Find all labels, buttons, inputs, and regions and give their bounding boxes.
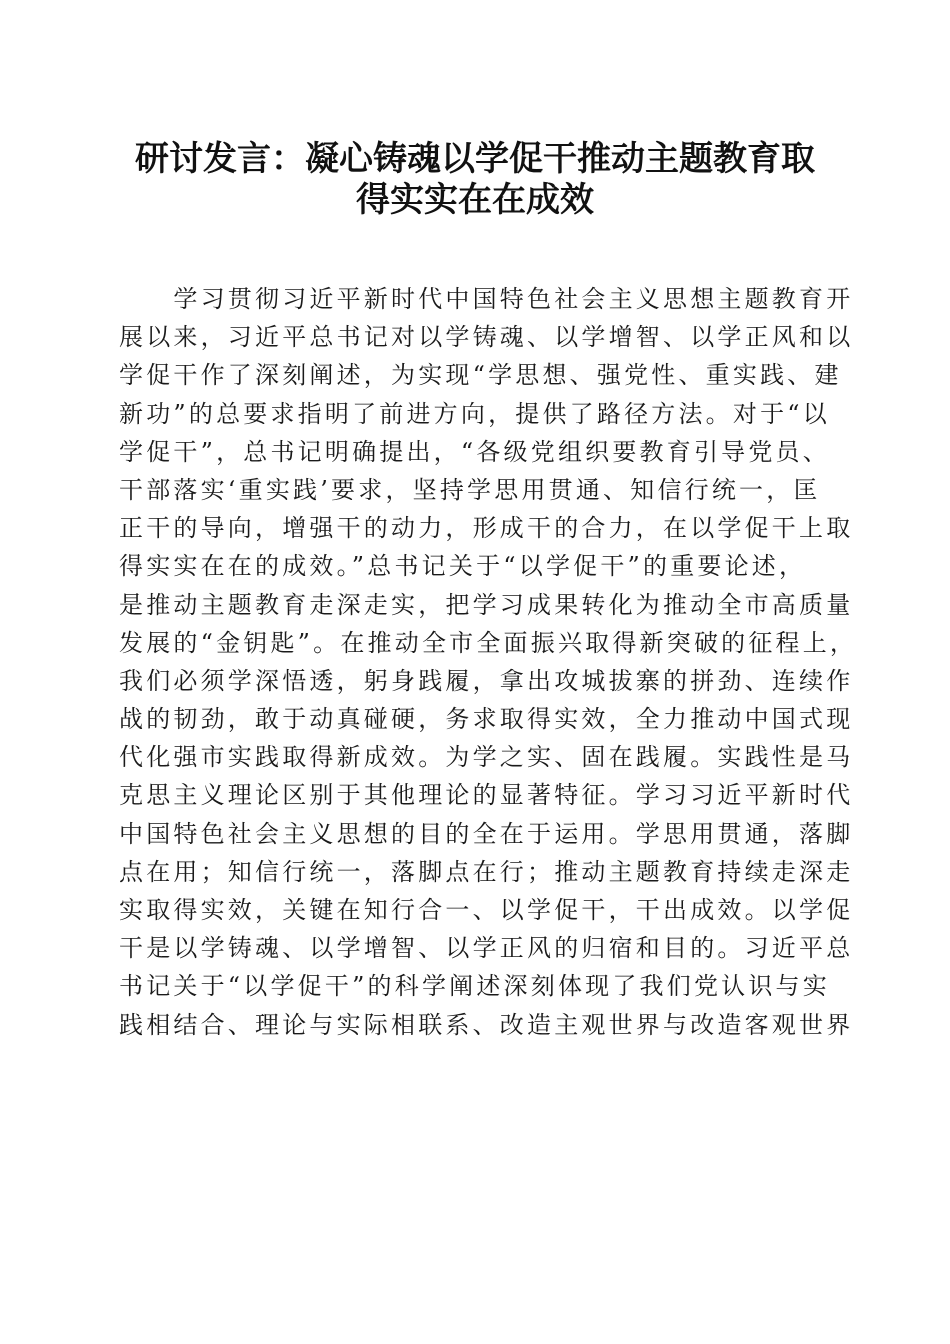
body-line: 干部落实‘重实践’要求，坚持学思用贯通、知信行统一，匡 [119, 475, 821, 504]
body-line: 发展的“金钥匙”。在推动全市全面振兴取得新突破的征程上， [119, 628, 858, 657]
body-line: 学促干”，总书记明确提出，“各级党组织要教育引导党员、 [119, 437, 830, 466]
body-line: 干是以学铸魂、以学增智、以学正风的归宿和目的。习近平总 [119, 934, 854, 963]
body-line: 我们必须学深悟透，躬身践履，拿出攻城拔寨的拼劲、连续作 [119, 666, 854, 695]
title-line-1: 研讨发言：凝心铸魂以学促干推动主题教育取 [135, 139, 815, 179]
body-line: 代化强市实践取得新成效。为学之实、固在践履。实践性是马 [119, 743, 854, 772]
body-line: 践相结合、理论与实际相联系、改造主观世界与改造客观世界 [119, 1010, 854, 1039]
body-line: 学促干作了深刻阐述，为实现“学思想、强党性、重实践、建 [119, 361, 842, 390]
body-line: 学习贯彻习近平新时代中国特色社会主义思想主题教育开 [119, 285, 854, 313]
document-title [100, 139, 850, 221]
body-line: 战的韧劲，敢于动真碰硬，务求取得实效，全力推动中国式现 [119, 705, 854, 734]
body-line: 中国特色社会主义思想的目的全在于运用。学思用贯通，落脚 [119, 819, 854, 848]
body-line: 书记关于“以学促干”的科学阐述深刻体现了我们党认识与实 [119, 972, 830, 1001]
body-line: 正干的导向，增强干的动力，形成干的合力，在以学促干上取 [119, 514, 854, 543]
body-line: 克思主义理论区别于其他理论的显著特征。学习习近平新时代 [119, 781, 854, 810]
body-line: 是推动主题教育走深走实，把学习成果转化为推动全市高质量 [119, 590, 854, 619]
body-line: 展以来，习近平总书记对以学铸魂、以学增智、以学正风和以 [119, 323, 854, 352]
title-line-2: 得实实在在成效 [356, 180, 594, 220]
body-line: 新功”的总要求指明了前进方向，提供了路径方法。对于“以 [119, 399, 830, 428]
body-line: 得实实在在的成效。”总书记关于“以学促干”的重要论述， [119, 552, 807, 581]
body-line: 实取得实效，关键在知行合一、以学促干，干出成效。以学促 [119, 896, 854, 924]
document-body [119, 280, 858, 1044]
body-line: 点在用；知信行统一，落脚点在行；推动主题教育持续走深走 [119, 857, 854, 886]
